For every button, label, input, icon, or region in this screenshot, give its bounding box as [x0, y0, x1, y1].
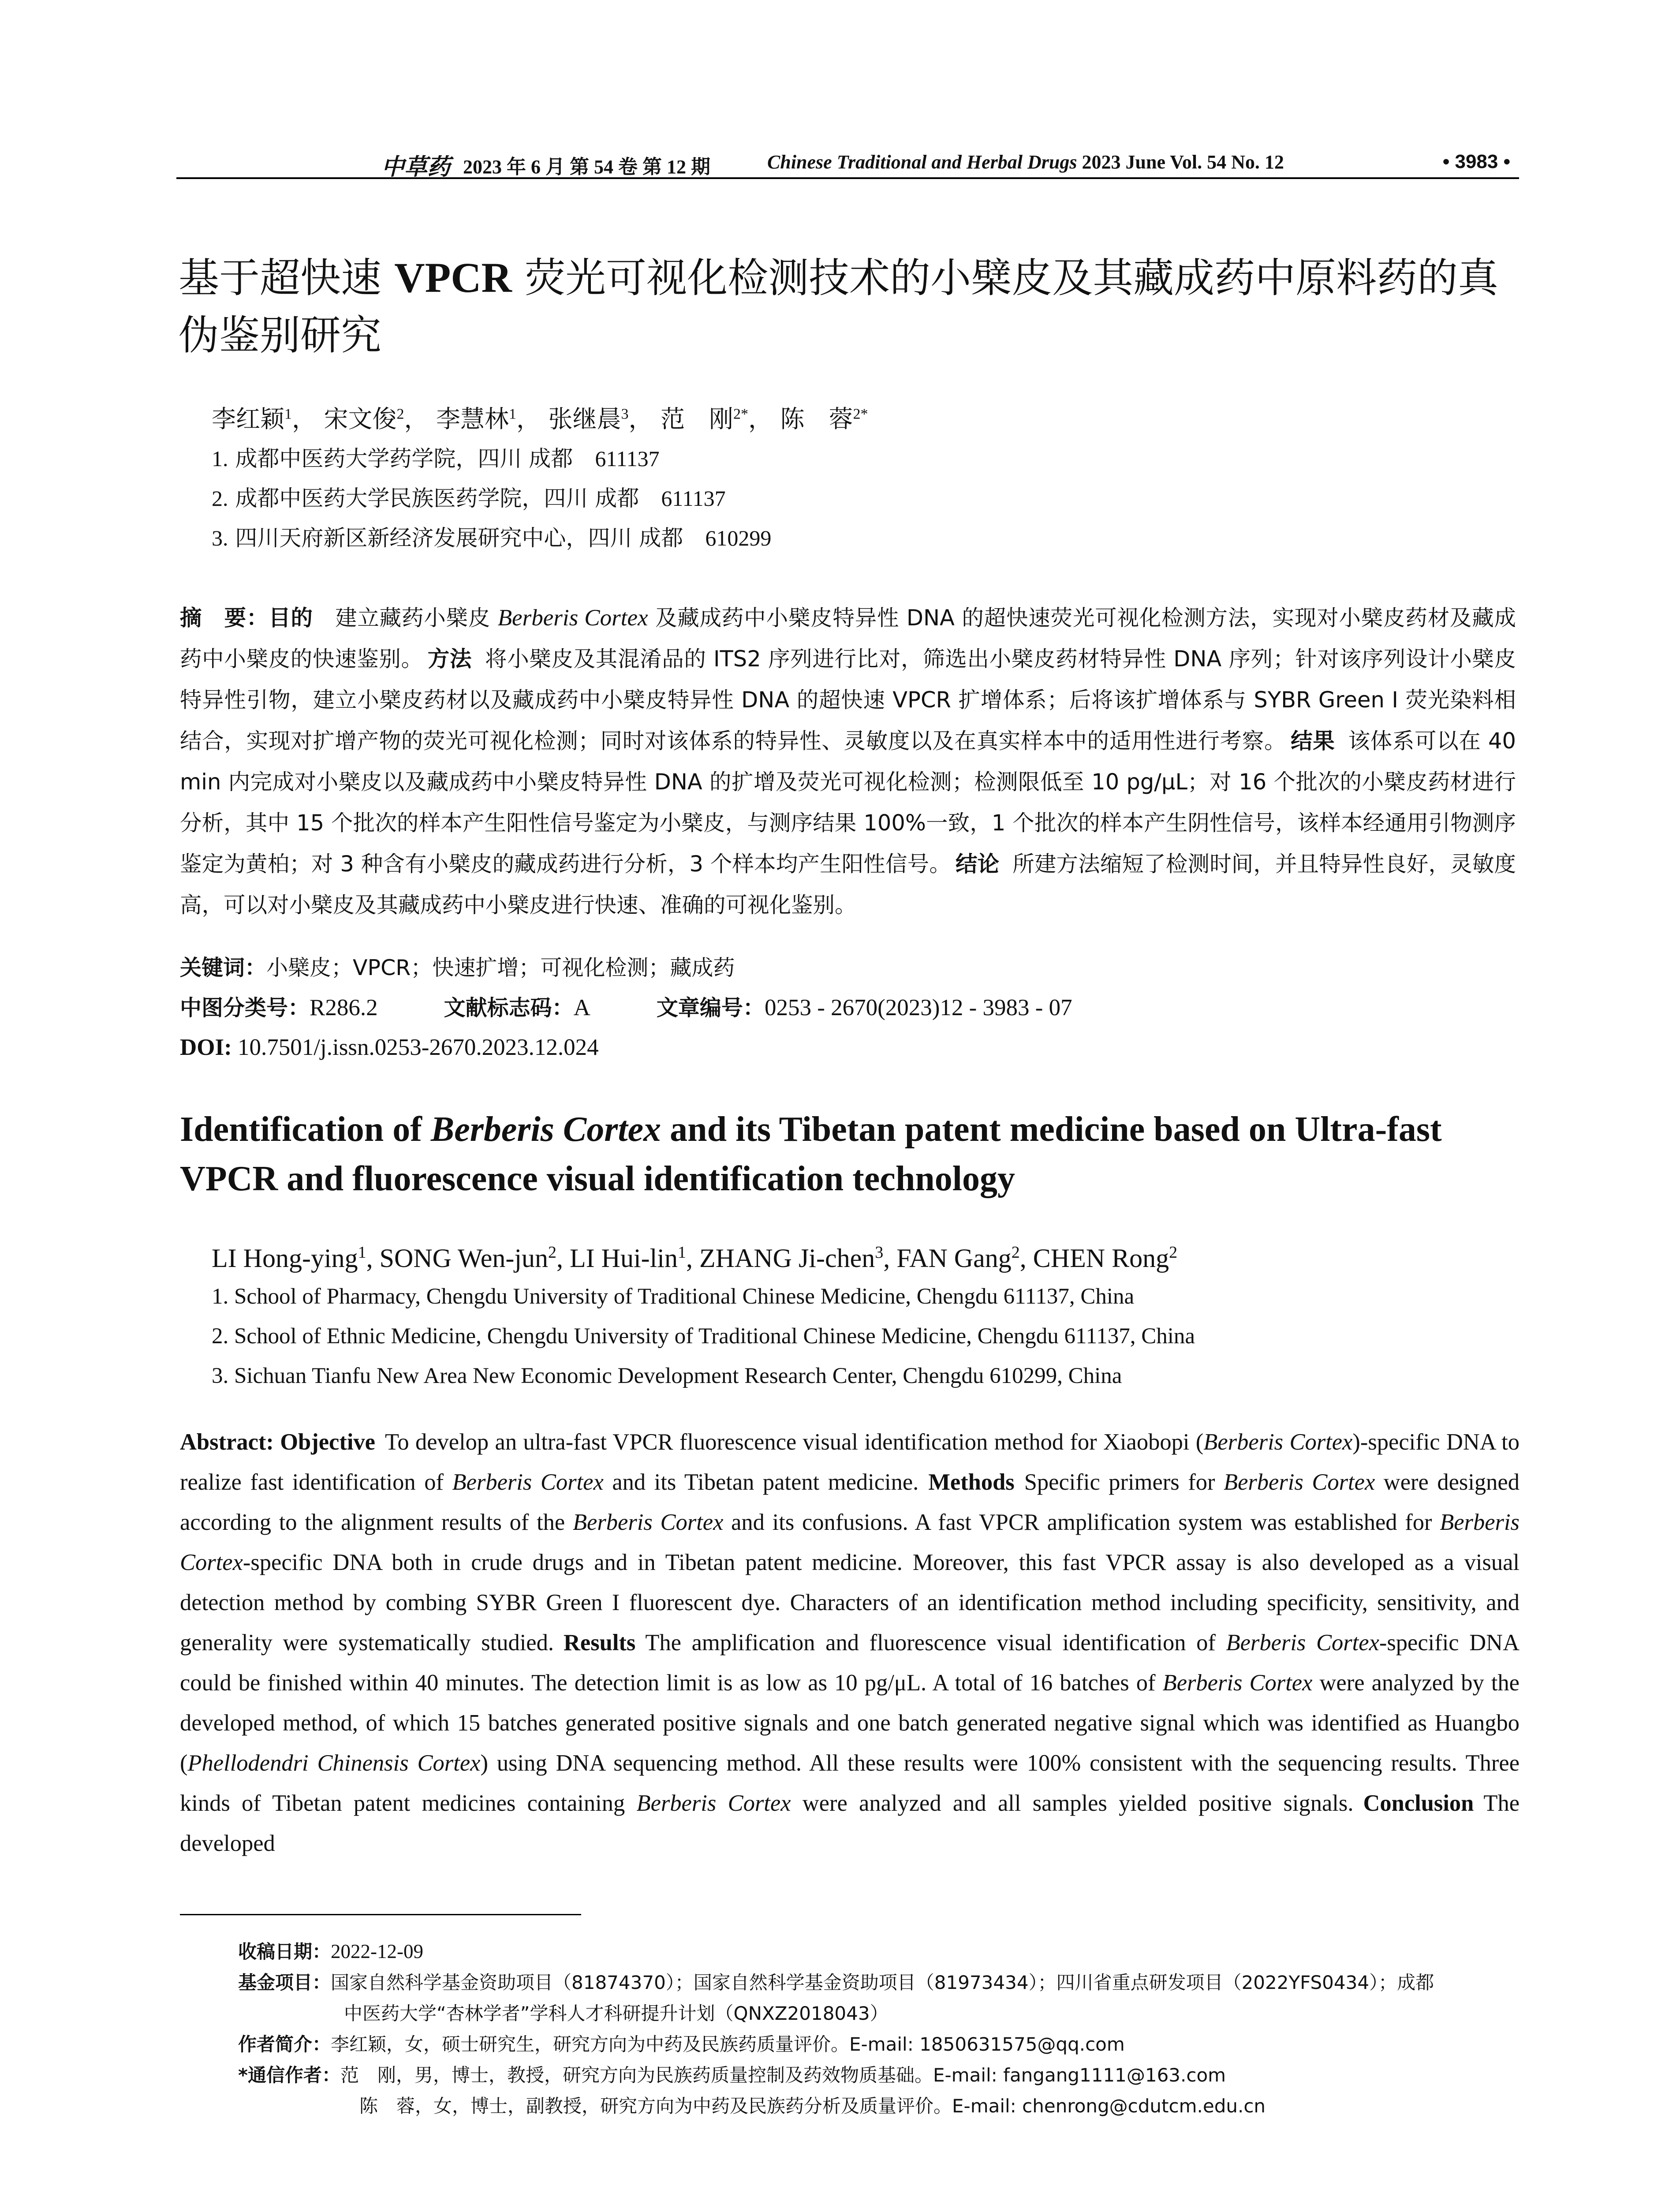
journal-logo: 中草药 — [381, 153, 451, 180]
affiliation-en: 3. Sichuan Tianfu New Area New Economic Development Research Center, Chengdu 610299, China — [212, 1364, 1122, 1388]
results-label: 结果 — [1291, 728, 1335, 754]
running-header — [176, 142, 1519, 179]
classification-line — [180, 990, 1072, 1026]
issue-date-en: 2023 June Vol. 54 No. 12 — [1082, 151, 1284, 173]
author-sup: 2 — [1169, 1243, 1178, 1262]
affiliation-text: 四川天府新区新经济发展研究中心，四川 成都 — [235, 525, 683, 551]
affiliation-cn — [212, 443, 660, 474]
doc-code-value: A — [573, 995, 590, 1020]
affiliation-num: 1. — [212, 446, 228, 471]
author-sup: 2 — [548, 1243, 557, 1262]
author-sup: 1 — [358, 1243, 366, 1262]
corresponding-author-2 — [238, 2091, 1517, 2122]
author-sup: 1 — [509, 406, 517, 422]
author-en — [212, 1244, 366, 1273]
corresponding-text: 陈 蓉，女，博士，副教授，研究方向为中药及民族药分析及质量评价。E-mail: chenrong@cdutcm.edu.cn — [359, 2095, 1266, 2117]
abstract-cn — [180, 598, 1516, 926]
author-name: 范 刚 — [661, 405, 734, 434]
abstract-text: 及藏成药中小檗皮特异性 DNA 的超快速荧光可视化检测方法，实现对小檗皮药材及藏成药中小檗皮的快速鉴别。 — [180, 605, 1516, 672]
doi-value: 10.7501/j.issn.0253-2670.2023.12.024 — [238, 1035, 599, 1060]
author-name: 李慧林 — [436, 405, 509, 434]
author-sup: 3 — [621, 406, 629, 422]
affiliation-num: 2. — [212, 486, 228, 511]
issue-info-en — [767, 151, 1284, 173]
abstract-text: -specific DNA could be finished within 40 minutes. The detection limit is as low as 10 pg/μL. A total of 16 batches of — [180, 1630, 1519, 1696]
author-name: LI Hong-ying — [212, 1244, 358, 1273]
received-date — [238, 1936, 1517, 1967]
doi-label: DOI: — [180, 1035, 232, 1060]
title-cn-part: 荧光可视化检测技术的小檗皮及其藏成药中原料药的真伪鉴别研究 — [179, 254, 1499, 359]
doc-code-label: 文献标志码： — [444, 995, 574, 1020]
affiliation-zip: 611137 — [661, 486, 726, 511]
abstract-text: 将小檗皮及其混淆品的 ITS2 序列进行比对，筛选出小檗皮药材特异性 DNA 序列；针对该序列设计小檗皮特异性引物，建立小檗皮药材以及藏成药中小檗皮特异性 DNA 的超快速 VPCR 扩增体系；后将该扩增体系与 SYBR Green I 荧光染料相结合，实现对扩增产物的荧光可视化检测；同时对该体系的特异性、灵敏度以及在真实样本中的适用性进行考察。 — [180, 646, 1516, 754]
author-sup: 1 — [284, 406, 292, 422]
fund-info-cont — [238, 1998, 1517, 2029]
abstract-en-label: Abstract: Objective — [180, 1429, 375, 1455]
latin-name: Berberis Cortex — [452, 1469, 604, 1495]
author-cn — [212, 405, 292, 433]
abstract-text: The developed — [180, 1790, 1519, 1856]
methods-label: 方法 — [427, 646, 472, 672]
article-no-label: 文章编号： — [656, 995, 765, 1020]
corresponding-label: *通信作者： — [238, 2064, 340, 2086]
abstract-text: ) using DNA sequencing method. All these results were 100% consistent with the sequencing results. Three kinds of Tibetan patent medicines containing — [180, 1750, 1519, 1816]
abstract-text: To develop an ultra-fast VPCR fluorescence visual identification method for Xiaobopi ( — [385, 1429, 1204, 1455]
affiliation-zip: 611137 — [595, 446, 660, 471]
author-bio-text: 李红颖，女，硕士研究生，研究方向为中药及民族药质量评价。E-mail: 1850631575@qq.com — [331, 2033, 1125, 2055]
title-cn-vpcr: VPCR — [394, 254, 512, 301]
author-sup: 2 — [396, 406, 404, 422]
author-en — [699, 1244, 883, 1273]
title-en-latin: Berberis Cortex — [430, 1110, 661, 1149]
abstract-text: 该体系可以在 40 min 内完成对小檗皮以及藏成药中小檗皮特异性 DNA 的扩增及荧光可视化检测；检测限低至 10 pg/μL；对 16 个批次的小檗皮药材进行分析，其中 15 个批次的样本产生阳性信号鉴定为小檗皮，与测序结果 100%一致，1 个批次的样本产生阴性信号，该样本经通用引物测序鉴定为黄柏；对 3 种含有小檗皮的藏成药进行分析，3 个样本均产生阳性信号。 — [180, 728, 1516, 877]
keywords-value: 小檗皮；VPCR；快速扩增；可视化检测；藏成药 — [266, 955, 735, 980]
author-sup: 2* — [853, 406, 868, 422]
author-en — [380, 1244, 556, 1273]
author-bio — [238, 2029, 1517, 2060]
title-cn — [179, 249, 1528, 364]
author-cn — [324, 405, 404, 433]
author-name: 李红颖 — [212, 405, 285, 434]
author-name: FAN Gang — [896, 1244, 1012, 1273]
author-bio-label: 作者简介： — [238, 2033, 331, 2055]
abstract-text: )-specific DNA to realize fast identification of — [180, 1429, 1520, 1495]
author-cn — [661, 405, 748, 433]
affiliation-zip: 610299 — [705, 526, 772, 550]
methods-label: Methods — [928, 1469, 1015, 1495]
author-name: 宋文俊 — [324, 405, 397, 434]
author-en — [1033, 1244, 1177, 1273]
results-label: Results — [563, 1630, 636, 1656]
fund-text: 国家自然科学基金资助项目（81874370）；国家自然科学基金资助项目（81973434）；四川省重点研发项目（2022YFS0434）；成都 — [331, 1972, 1434, 1993]
keywords-label: 关键词： — [180, 955, 267, 980]
affiliation-en: 2. School of Ethnic Medicine, Chengdu University of Traditional Chinese Medicine, Chengdu 611137, China — [212, 1324, 1195, 1349]
latin-name: Phellodendri Chinensis Cortex — [187, 1750, 481, 1776]
doi-line — [180, 1030, 599, 1065]
page-number: • 3983 • — [1442, 151, 1510, 172]
author-sup: 1 — [677, 1243, 686, 1262]
received-value: 2022-12-09 — [331, 1940, 423, 1962]
author-cn — [436, 405, 516, 433]
title-en-part: Identification of — [180, 1110, 431, 1149]
abstract-text: Specific primers for — [1024, 1469, 1224, 1495]
affiliation-cn — [212, 523, 771, 553]
abstract-text: and its confusions. A fast VPCR amplification system was established for — [723, 1510, 1440, 1535]
affiliation-num: 3. — [212, 526, 228, 550]
clc-label: 中图分类号： — [180, 995, 310, 1020]
author-cn — [780, 405, 868, 433]
title-cn-part: 基于超快速 — [179, 254, 395, 302]
abstract-cn-label: 摘 要： — [180, 605, 269, 631]
author-en — [896, 1244, 1020, 1273]
affiliation-cn — [212, 483, 726, 514]
clc-value: R286.2 — [310, 995, 378, 1020]
fund-label: 基金项目： — [238, 1972, 331, 1993]
latin-name: Berberis Cortex — [1224, 1469, 1375, 1495]
latin-name: Berberis Cortex — [636, 1790, 791, 1816]
journal-name-en: Chinese Traditional and Herbal Drugs — [767, 151, 1077, 173]
abstract-text: were analyzed by the developed method, of which 15 batches generated positive signals and one batch generated negative signal which was identified as Huangbo ( — [180, 1670, 1519, 1776]
fund-info — [238, 1967, 1517, 1998]
author-name: 张继晨 — [548, 405, 621, 434]
abstract-text: and its Tibetan patent medicine. — [603, 1469, 919, 1495]
author-name: CHEN Rong — [1033, 1244, 1169, 1273]
author-sup: 3 — [875, 1243, 884, 1262]
author-name: 陈 蓉 — [780, 405, 853, 434]
abstract-text: were designed according to the alignment results of the — [180, 1469, 1519, 1535]
latin-name: Berberis Cortex — [1203, 1429, 1353, 1455]
latin-name: Berberis Cortex — [1226, 1630, 1379, 1656]
author-name: SONG Wen-jun — [379, 1244, 549, 1273]
corresponding-author — [238, 2060, 1517, 2091]
author-en — [570, 1244, 686, 1273]
affiliation-en: 1. School of Pharmacy, Chengdu University of Traditional Chinese Medicine, Chengdu 611137, China — [212, 1284, 1135, 1309]
latin-name: Berberis Cortex — [1162, 1670, 1313, 1696]
abstract-text: 所建方法缩短了检测时间，并且特异性良好，灵敏度高，可以对小檗皮及其藏成药中小檗皮进行快速、准确的可视化鉴别。 — [180, 851, 1516, 918]
abstract-text: 建立藏药小檗皮 — [335, 605, 498, 631]
latin-name: Berberis Cortex — [180, 1510, 1519, 1575]
keywords-line — [180, 950, 735, 986]
abstract-text: -specific DNA both in crude drugs and in Tibetan patent medicine. Moreover, this fast VPCR assay is also developed as a visual detection method by combing SYBR Green I fluorescent dye. Characters of an identification method including specificity, sensitivity, and generality were systematically studied. — [180, 1550, 1519, 1656]
affiliation-text: 成都中医药大学药学院，四川 成都 — [235, 446, 573, 471]
conclusion-label: Conclusion — [1363, 1790, 1474, 1816]
abstract-en — [180, 1422, 1519, 1864]
received-label: 收稿日期： — [238, 1941, 331, 1962]
abstract-text: were analyzed and all samples yielded positive signals. — [791, 1790, 1354, 1816]
author-sup: 2* — [733, 406, 749, 422]
issue-info-cn: 2023 年 6 月 第 54 卷 第 12 期 — [463, 156, 710, 178]
latin-name: Berberis Cortex — [497, 605, 648, 631]
title-en — [180, 1105, 1520, 1203]
title-en-part: and its Tibetan patent medicine based on Ultra-fast VPCR and fluorescence visual identification technology — [180, 1110, 1442, 1198]
fund-text: 中医药大学“杏林学者”学科人才科研提升计划（QNXZ2018043） — [344, 2003, 889, 2024]
latin-name: Berberis Cortex — [572, 1510, 724, 1535]
article-no-value: 0253 - 2670(2023)12 - 3983 - 07 — [764, 995, 1072, 1020]
author-cn — [549, 405, 629, 433]
authors-cn: 李红颖$^1$， 宋文俊$^2$， 李慧林$^1$， 张继晨$^3$， 范 刚$^{2*}$， 陈 蓉$^{2*}$ — [212, 405, 868, 434]
authors-en: LI Hong-ying$^1$, SONG Wen-jun$^2$, LI Hui-lin$^1$, ZHANG Ji-chen$^3$, FAN Gang$^2$, CHEN Rong$^2$ — [212, 1243, 1178, 1273]
footnotes — [238, 1936, 1517, 2122]
abstract-text: The amplification and fluorescence visual identification of — [645, 1630, 1226, 1656]
author-name: ZHANG Ji-chen — [699, 1244, 875, 1273]
affiliation-text: 成都中医药大学民族医药学院，四川 成都 — [235, 486, 639, 511]
corresponding-text: 范 刚，男，博士，教授，研究方向为民族药质量控制及药效物质基础。E-mail: fangang1111@163.com — [340, 2064, 1226, 2086]
author-sup: 2 — [1011, 1243, 1020, 1262]
objective-label: 目的 — [269, 605, 313, 631]
conclusion-label: 结论 — [955, 851, 1000, 877]
author-name: LI Hui-lin — [570, 1244, 678, 1273]
footnote-divider — [180, 1914, 581, 1915]
